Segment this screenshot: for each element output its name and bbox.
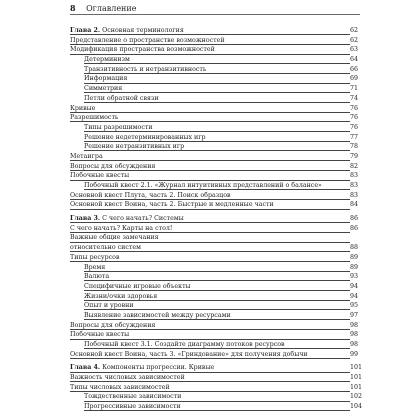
toc-entry-title: относительно систем [70, 244, 141, 252]
toc-page-number: 79 [350, 152, 359, 160]
toc-page-number: 95 [350, 302, 359, 310]
toc-entry [70, 321, 359, 331]
toc-entry [70, 171, 359, 181]
toc-entry-title: Типы разрешимости [84, 123, 153, 131]
toc-entry-title: Побочный квест 2.1. «Журнал интуитивных представлений о балансе» [84, 182, 322, 189]
toc-entry-title: Прогрессивные зависимости [84, 403, 181, 411]
toc-entry-title: Метаигра [70, 152, 103, 160]
toc-page-number: 101 [350, 383, 363, 391]
toc-entry-title: Время [84, 263, 106, 271]
toc-entry-title: Кривые [70, 104, 96, 112]
toc-entry [70, 282, 359, 292]
chapter-number: Глава 2. [70, 27, 101, 34]
toc-page-number: 77 [350, 133, 359, 141]
toc-page-number: 99 [350, 350, 359, 358]
toc-page-number: 78 [350, 143, 359, 151]
toc-entry [70, 253, 359, 263]
toc-entry-title: Важность числовых зависимостей [70, 374, 185, 382]
toc-entry [70, 233, 350, 243]
toc-chapter-entry [70, 26, 359, 36]
toc-entry [70, 243, 359, 253]
toc-page-number: 69 [350, 75, 359, 83]
toc-entry-title: Вопросы для обсуждения [70, 162, 156, 170]
toc-page-number: 62 [350, 36, 359, 44]
table-of-contents [70, 26, 363, 412]
toc-entry-title: Важные общие замечания [70, 234, 159, 242]
toc-entry [70, 162, 359, 172]
toc-entry-title: Основной квест Плута, часть 2. Поиск образцов [70, 191, 231, 199]
toc-page-number: 74 [350, 94, 359, 102]
toc-entry [70, 74, 359, 84]
toc-entry-title: Побочные квесты [70, 172, 130, 180]
toc-entry [70, 272, 359, 282]
chapter-number: Глава 4. [70, 364, 101, 372]
toc-entry-title: Информация [84, 75, 128, 83]
toc-entry [70, 55, 359, 65]
toc-page-number: 71 [350, 85, 359, 93]
toc-page-number: 76 [350, 114, 359, 122]
toc-entry [70, 200, 359, 210]
toc-entry-title: Типы ресурсов [70, 253, 120, 261]
toc-chapter-entry [70, 363, 363, 373]
page-number: 8 [70, 3, 76, 13]
toc-entry [70, 292, 359, 302]
toc-page-number: 97 [350, 311, 359, 319]
toc-leader-line [84, 410, 350, 411]
toc-entry-title: Решение нетранзитивных игр [84, 143, 185, 151]
toc-page-number: 93 [350, 273, 359, 281]
toc-entry [70, 392, 363, 402]
toc-entry-title: Основная терминология [102, 27, 184, 34]
running-title: Оглавление [86, 4, 137, 13]
toc-entry-title: Опыт и уровни [84, 302, 134, 310]
toc-page-number: 94 [350, 282, 359, 290]
toc-page-number: 86 [350, 224, 359, 232]
toc-entry [70, 402, 363, 412]
toc-page-number: 62 [350, 27, 359, 34]
toc-entry [70, 113, 359, 123]
toc-entry [70, 36, 359, 46]
toc-chapter-entry [70, 214, 359, 224]
toc-page-number: 89 [350, 263, 359, 271]
toc-entry-title: Представление о пространстве возможностей [70, 36, 225, 44]
toc-entry [70, 152, 359, 162]
toc-entry-title: Валюта [84, 273, 110, 281]
chapter-number: Глава 3. [70, 215, 101, 223]
toc-entry-title: Побочный квест 3.1. Создайте диаграмму потоков ресурсов [84, 341, 285, 348]
toc-entry [70, 123, 359, 133]
toc-entry-title: Решение недетерминированных игр [84, 133, 206, 141]
toc-entry-title: Тождественные зависимости [84, 393, 182, 401]
toc-entry-title: Специфичные игровые объекты [84, 282, 191, 290]
toc-page-number: 83 [350, 172, 359, 180]
toc-entry [70, 65, 359, 75]
running-header [70, 2, 360, 15]
toc-page-number: 76 [350, 123, 359, 131]
toc-entry-title: Компоненты прогрессии. Кривые [102, 364, 215, 372]
toc-page-number: 83 [350, 191, 359, 199]
toc-entry-title: Основной квест Воина, часть 3. «Гриндование» для получения добычи [70, 350, 308, 358]
toc-entry [70, 104, 359, 114]
toc-leader-line [70, 209, 350, 210]
toc-page-number: 98 [350, 331, 359, 339]
toc-entry [70, 263, 359, 273]
toc-page-number: 89 [350, 253, 359, 261]
toc-page-number: 66 [350, 65, 359, 73]
toc-entry [70, 373, 363, 383]
toc-entry [70, 133, 359, 143]
toc-page-number: 76 [350, 104, 359, 112]
toc-page-number: 98 [350, 341, 359, 348]
toc-entry [70, 191, 359, 201]
toc-page-number: 88 [350, 244, 359, 252]
toc-entry-title: Симметрия [84, 85, 123, 93]
toc-entry [70, 84, 359, 94]
toc-entry [70, 311, 359, 321]
toc-page-number: 94 [350, 292, 359, 300]
toc-entry [70, 340, 359, 350]
toc-entry-title: Модификация пространства возможностей [70, 46, 215, 54]
toc-entry-title: Выявление зависимостей между ресурсами [84, 311, 231, 319]
toc-leader-line [70, 358, 350, 359]
toc-page-number: 84 [350, 201, 359, 209]
toc-entry-title: Транзитивность и нетранзитивность [84, 65, 207, 73]
toc-entry-title: Вопросы для обсуждения [70, 321, 156, 329]
toc-page-number: 101 [350, 364, 363, 372]
toc-entry [70, 94, 359, 104]
toc-entry-title: Петли обратной связи [84, 94, 159, 102]
toc-page-number: 86 [350, 215, 359, 223]
toc-entry-title: С чего начать? Системы [102, 215, 184, 223]
toc-page-number: 83 [350, 182, 359, 189]
toc-entry-title: Жизни/очки здоровья [84, 292, 158, 300]
toc-page-number: 101 [350, 374, 363, 382]
toc-entry-title: Основной квест Воина, часть 2. Быстрые и медленные части [70, 201, 274, 209]
toc-page-number: 82 [350, 162, 359, 170]
toc-entry [70, 224, 359, 234]
toc-entry [70, 301, 359, 311]
toc-page-number: 98 [350, 321, 359, 329]
toc-entry [70, 330, 359, 340]
toc-entry [70, 181, 359, 191]
toc-entry-title: Побочные квесты [70, 331, 130, 339]
toc-entry-title: Детерминизм [84, 56, 130, 64]
toc-entry [70, 45, 359, 55]
toc-entry [70, 142, 359, 152]
toc-page-number: 102 [350, 393, 363, 401]
toc-entry-title: Типы числовых зависимостей [70, 383, 170, 391]
toc-page-number: 64 [350, 56, 359, 64]
toc-entry-title: С чего начать? Карты на стол! [70, 224, 173, 232]
toc-page-number: 104 [350, 403, 363, 411]
toc-entry [70, 383, 363, 393]
toc-entry-title: Разрешимость [70, 114, 119, 122]
toc-entry [70, 350, 359, 360]
toc-page-number: 63 [350, 46, 359, 54]
